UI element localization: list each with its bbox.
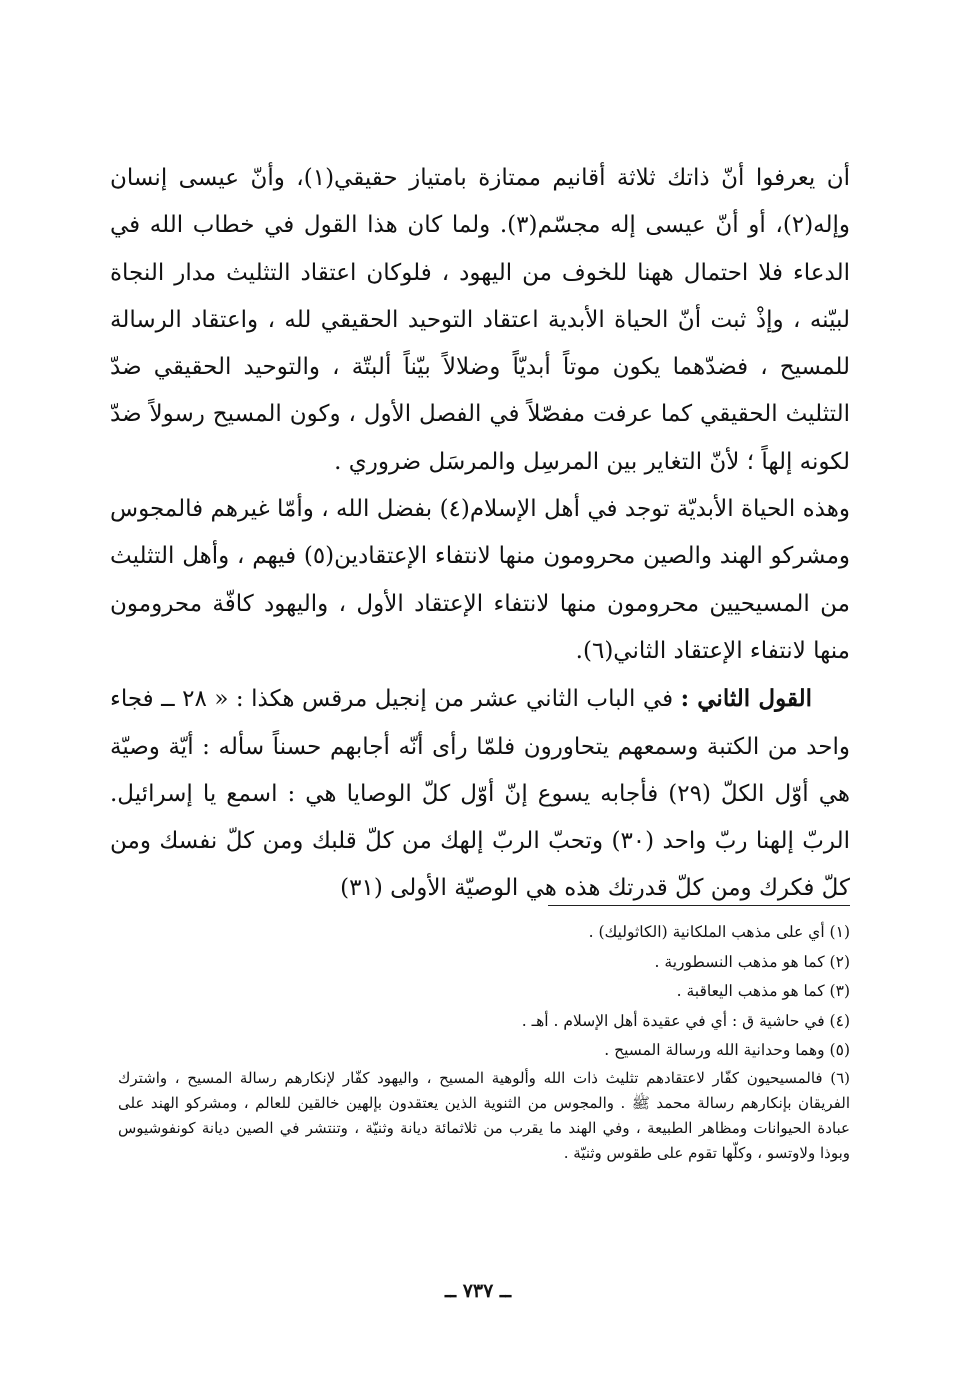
footnote-4: (٤) في حاشية ق : أي في عقيدة أهل الإسلام . أهـ . <box>521 1011 850 1030</box>
body-paragraph-2: وهذه الحياة الأبديّة توجد في أهل الإسلام(٤) بفضل الله ، وأمّا غيرهم فالمجوس ومشركو الهند والصين محرومون منها لانتفاء الإعتقادين(٥) فيهم ، وأهل التثليث من المسيحيين محرومون منها لانتفاء الإعتقاد الأول ، واليهود كافّة محرومون منها لانتفاء الإعتقاد الثاني(٦). <box>110 496 850 664</box>
body-paragraph-3 <box>110 675 850 912</box>
footnote-5: (٥) وهما وحدانية الله ورسالة المسيح . <box>604 1041 850 1059</box>
footnote-separator <box>548 905 850 906</box>
second-saying-text: في الباب الثاني عشر من إنجيل مرقس هكذا : « ٢٨ ــ فجاء واحد من الكتبة وسمعهم يتحاورون فلمّا رأى أنّه أجابهم حسناً سأله : أيّة وصيّة هي أوّل الكلّ (٢٩) فأجابه يسوع إنّ أوّل كلّ الوصايا هي : اسمع يا إسرائيل. الربّ إلهنا ربّ واحد (٣٠) وتحبّ الربّ إلهك من كلّ قلبك ومن كلّ نفسك ومن كلّ فكرك ومن كلّ قدرتك هذه هي الوصيّة الأولى (٣١) <box>110 686 851 902</box>
footnote-2: (٢) كما هو مذهب النسطورية . <box>654 952 850 971</box>
footnotes-block <box>118 918 850 1166</box>
footnote-6: (٦) فالمسيحيون كفّار لاعتقادهم تثليث ذات الله وألوهية المسيح ، واليهود كفّار لإنكارهم رسالة المسيح ، واشترك الفريقان بإنكارهم رسالة محمد ﷺ . والمجوس من الثنوية الذين يعتقدون بإلهين خالقين للعالم ، ومشركو الهند على عبادة الحيوانات ومظاهر الطبيعة ، وفي الهند ما يقرب من ثلاثمائة ديانة وثنيّة ، وتنتشر في الصين ديانة كونفوشيوس وبوذا ولاوتسو ، وكلّها تقوم على طقوس وثنيّة . <box>118 1068 850 1163</box>
footnote-3: (٣) كما هو مذهب اليعاقبة . <box>676 982 850 1000</box>
page-number: ــ ٧٣٧ ــ <box>444 1280 512 1302</box>
footnote-1: (١) أي على مذهب الملكانية (الكاثوليك) . <box>588 923 850 941</box>
section-heading-second-saying: القول الثاني : <box>680 685 812 713</box>
body-paragraph-1: أن يعرفوا أنّ ذاتك ثلاثة أقانيم ممتازة بامتياز حقيقي(١)، وأنّ عيسى إنسان وإله(٢)، أو أنّ عيسى إله مجسّم(٣). ولما كان هذا القول في خطاب الله في الدعاء فلا احتمال ههنا للخوف من اليهود ، فلوكان اعتقاد التثليث مدار النجاة لبيّنه ، وإذْ ثبت أنّ الحياة الأبدية اعتقاد التوحيد الحقيقي لله ، واعتقاد الرسالة للمسيح ، فضدّهما يكون موتاً أبديّاً وضلالاً بيّناً ألبتّة ، والتوحيد الحقيقي ضدّ التثليث الحقيقي كما عرفت مفصّلاً في الفصل الأول ، وكون المسيح رسولاً ضدّ لكونه إلهاً ؛ لأنّ التغاير بين المرسِل والمرسَل ضروري . <box>110 165 851 475</box>
main-text-block <box>110 155 850 913</box>
